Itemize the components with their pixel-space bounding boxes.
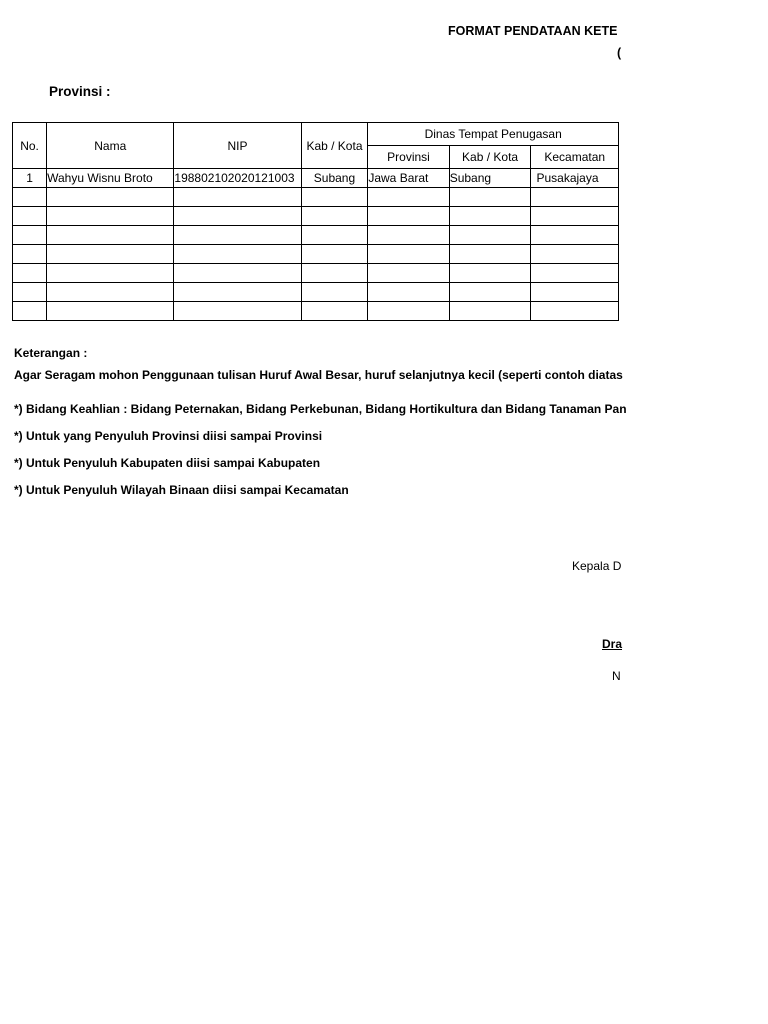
cell-dinas-kecamatan[interactable]: [531, 226, 619, 245]
cell-nip[interactable]: [174, 283, 301, 302]
signature-position: Kepala D: [572, 559, 622, 573]
cell-nama[interactable]: [47, 188, 174, 207]
cell-dinas-kecamatan[interactable]: [531, 283, 619, 302]
table-row: [13, 169, 619, 188]
signature-nip: N: [612, 669, 621, 683]
cell-dinas-kab-kota[interactable]: [449, 264, 531, 283]
cell-no[interactable]: [13, 302, 47, 321]
cell-dinas-provinsi[interactable]: [368, 207, 449, 226]
cell-dinas-provinsi[interactable]: [368, 302, 449, 321]
cell-dinas-provinsi[interactable]: [368, 188, 449, 207]
cell-no[interactable]: [13, 264, 47, 283]
cell-no[interactable]: [13, 226, 47, 245]
cell-nama[interactable]: [47, 226, 174, 245]
cell-no[interactable]: [13, 207, 47, 226]
province-label: Provinsi :: [49, 84, 111, 99]
cell-dinas-kecamatan[interactable]: [531, 302, 619, 321]
table-row: [13, 264, 619, 283]
cell-nip[interactable]: [174, 188, 301, 207]
note-line-4: *) Untuk Penyuluh Kabupaten diisi sampai Kabupaten: [14, 456, 321, 470]
signature-name: Dra: [602, 637, 623, 651]
cell-kab-kota[interactable]: [301, 264, 368, 283]
cell-nip[interactable]: [174, 302, 301, 321]
cell-kab-kota[interactable]: [301, 188, 368, 207]
cell-nip[interactable]: [174, 264, 301, 283]
header-dinas-group: Dinas Tempat Penugasan: [368, 123, 619, 146]
cell-dinas-kecamatan[interactable]: [531, 245, 619, 264]
header-kab-kota: Kab / Kota: [301, 123, 368, 169]
header-nip: NIP: [174, 123, 301, 169]
note-line-1: Agar Seragam mohon Penggunaan tulisan Huruf Awal Besar, huruf selanjutnya kecil (seperti contoh diatas: [14, 368, 623, 382]
cell-kab-kota[interactable]: [301, 245, 368, 264]
cell-kab-kota[interactable]: [301, 302, 368, 321]
cell-kab-kota[interactable]: [301, 226, 368, 245]
note-line-5: *) Untuk Penyuluh Wilayah Binaan diisi sampai Kecamatan: [14, 483, 349, 497]
header-dinas-provinsi: Provinsi: [368, 146, 449, 169]
cell-dinas-kecamatan[interactable]: [531, 207, 619, 226]
cell-nip[interactable]: [174, 226, 301, 245]
page-subtitle: (: [617, 46, 622, 60]
cell-dinas-provinsi[interactable]: [368, 264, 449, 283]
cell-no[interactable]: [13, 188, 47, 207]
cell-kab-kota[interactable]: Subang: [301, 169, 368, 188]
header-nama: Nama: [47, 123, 174, 169]
cell-nama[interactable]: [47, 207, 174, 226]
note-line-2: *) Bidang Keahlian : Bidang Peternakan, Bidang Perkebunan, Bidang Hortikultura dan Bidang Tanaman Pan: [14, 402, 627, 416]
cell-dinas-provinsi[interactable]: [368, 283, 449, 302]
cell-dinas-kab-kota[interactable]: [449, 245, 531, 264]
cell-nip[interactable]: [174, 245, 301, 264]
cell-no[interactable]: 1: [13, 169, 47, 188]
cell-dinas-kecamatan[interactable]: Pusakajaya: [531, 169, 619, 188]
header-no: No.: [13, 123, 47, 169]
data-table: [12, 122, 619, 321]
cell-kab-kota[interactable]: [301, 207, 368, 226]
page-title: FORMAT PENDATAAN KETE: [448, 24, 618, 38]
table-row: [13, 302, 619, 321]
cell-no[interactable]: [13, 245, 47, 264]
cell-dinas-provinsi[interactable]: [368, 226, 449, 245]
header-dinas-kecamatan: Kecamatan: [531, 146, 619, 169]
header-dinas-kab-kota: Kab / Kota: [449, 146, 531, 169]
cell-nama[interactable]: [47, 264, 174, 283]
table-row: [13, 226, 619, 245]
cell-dinas-kecamatan[interactable]: [531, 264, 619, 283]
cell-nama[interactable]: [47, 283, 174, 302]
cell-dinas-provinsi[interactable]: Jawa Barat: [368, 169, 449, 188]
cell-dinas-kab-kota[interactable]: [449, 188, 531, 207]
note-line-3: *) Untuk yang Penyuluh Provinsi diisi sampai Provinsi: [14, 429, 323, 443]
table-row: [13, 283, 619, 302]
cell-dinas-kab-kota[interactable]: [449, 207, 531, 226]
table-row: [13, 207, 619, 226]
table-row: [13, 245, 619, 264]
cell-no[interactable]: [13, 283, 47, 302]
cell-dinas-kab-kota[interactable]: [449, 283, 531, 302]
cell-dinas-kab-kota[interactable]: Subang: [449, 169, 531, 188]
cell-nip[interactable]: 198802102020121003: [174, 169, 301, 188]
cell-dinas-provinsi[interactable]: [368, 245, 449, 264]
cell-kab-kota[interactable]: [301, 283, 368, 302]
cell-dinas-kecamatan[interactable]: [531, 188, 619, 207]
table-row: [13, 188, 619, 207]
cell-nama[interactable]: [47, 245, 174, 264]
notes-label: Keterangan :: [14, 346, 88, 360]
cell-dinas-kab-kota[interactable]: [449, 226, 531, 245]
cell-nama[interactable]: Wahyu Wisnu Broto: [47, 169, 174, 188]
cell-nip[interactable]: [174, 207, 301, 226]
cell-dinas-kab-kota[interactable]: [449, 302, 531, 321]
cell-nama[interactable]: [47, 302, 174, 321]
